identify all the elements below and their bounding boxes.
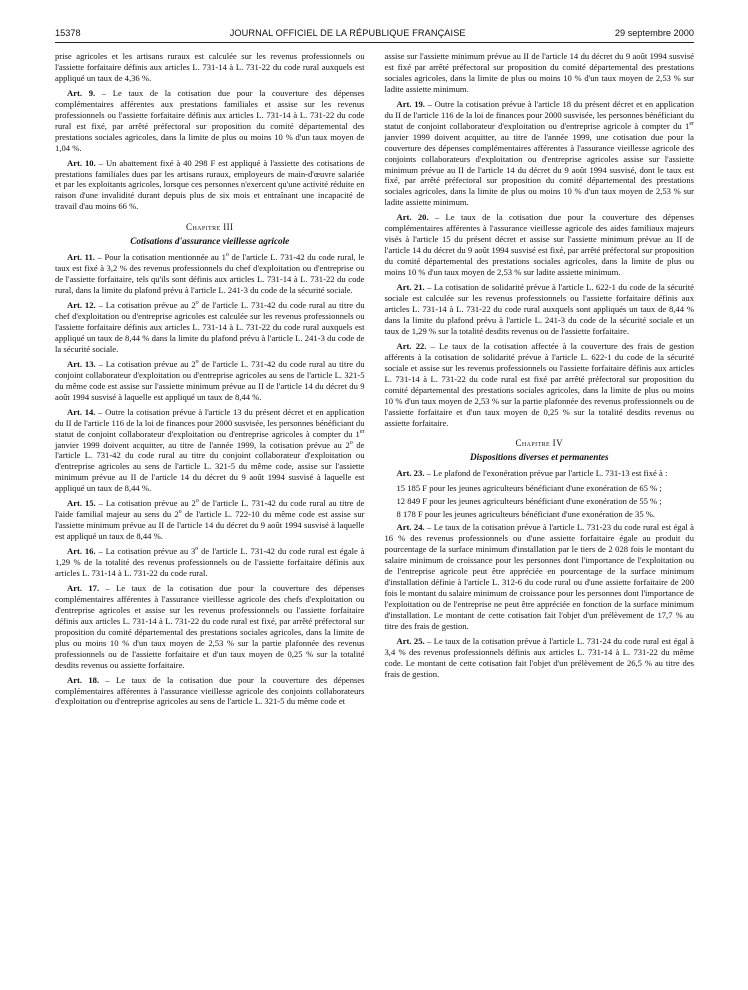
article-label: Art. 10.	[67, 157, 96, 168]
article-14: Art. 14. – Outre la cotisation prévue à l'article 13 du présent décret et en application du II de l'article 116 de la loi de finances pour 2000 susvisée, les personnes bénéficiant du statut de conjoint collaborateur d'exploitation ou d'entreprise agricoles à compter du 1er janvier 1999 doivent acquitter, au titre de l'année 1999, la cotisation prévue au 2$^o$ de l'article L. 731-42 du code rural au titre du conjoint collaborateur d'exploitation ou d'entreprise agricoles au sens de l'article L. 321-5 du même code, assise sur l'assiette minimum prévue au II de l'article 14 du décret du 9 août 1994 susvisé à laquelle est appliqué un taux de 8,44 %.	[55, 406, 365, 494]
paragraph: assise sur l'assiette minimum prévue au II de l'article 14 du décret du 9 août 1994 susvisé est fixé par arrêté préfectoral sur proposition du comité départemental des prestations sociales agricoles, dans la limite de plus ou moins 10 % d'un taux moyen de 2,53 % sur ladite assiette minimum.	[384, 51, 694, 94]
article-23: Art. 23. – Le plafond de l'exonération prévue par l'article L. 731-13 est fixé à :	[396, 468, 668, 479]
article-label: Art. 16.	[67, 546, 96, 557]
publication-date: 29 septembre 2000	[614, 28, 694, 38]
article-24: Art. 24. – Le taux de la cotisation prévue à l'article L. 731-23 du code rural est égal à 16 % des revenus professionnels ou d'une assiette forfaitaire égale au produit du pourcentage de la surface minimum d'installation par le tiers de 2 028 fois le montant du salaire minimum de croissance pour les personnes dont l'importance de l'exploitation ou de l'entreprise agricole peut être appréciée en pourcentage de la surface minimum d'installation définie à l'article L. 312-6 du code rural ou d'une assiette forfaitaire de 200 fois le montant du salaire minimum de croissance pour les personnes dont l'importance de l'exploitation ou de l'entreprise ne peut être appréciée en fonction de la surface minimum d'installation. Le montant de cette cotisation fait l'objet d'un prélèvement de 17,7 % au titre des frais de gestion.	[384, 522, 694, 631]
article-label: Art. 14.	[67, 406, 96, 417]
page-number: 15378	[55, 28, 81, 38]
article-label: Art. 20.	[396, 212, 429, 223]
article-label: Art. 25.	[396, 635, 425, 646]
paragraph: prise agricoles et les artisans ruraux est calculée sur les revenus professionnels ou l'assiette forfaitaire définis aux articles L. 731-14 à L. 731-22 du code rural auxquels est appliqué un taux de 4,36 %.	[55, 51, 365, 83]
article-label: Art. 17.	[67, 582, 100, 593]
article-16: Art. 16. – La cotisation prévue au 3$^o$ de l'article L. 731-42 du code rural est égale à 1,29 % de la totalité des revenus professionnels ou de l'assiette forfaitaire définis aux articles L. 731-14 à L. 731-22 du code rural.	[55, 546, 365, 578]
article-label: Art. 22.	[396, 340, 427, 351]
article-label: Art. 18.	[67, 674, 100, 685]
article-label: Art. 12.	[67, 300, 96, 311]
article-label: Art. 21.	[396, 282, 425, 293]
right-column	[385, 51, 695, 711]
article-label: Art. 9.	[67, 87, 96, 98]
list-item: 8 178 F pour les jeunes agriculteurs bénéficiant d'une exonération de 35 %.	[396, 509, 656, 520]
article-label: Art. 15.	[67, 498, 96, 509]
article-21: Art. 21. – La cotisation de solidarité prévue à l'article L. 622-1 du code de la sécurité sociale est calculée sur les revenus professionnels ou l'assiette forfaitaire définis aux articles L. 731-14 à L. 731-22 du code rural auxquels sont appliqués un taux de 8,44 % dans la limite du plafond prévu à l'article L. 241-3 du code de la sécurité sociale et un taux de 1,29 % sur la totalité desdits revenus ou de l'assiette forfaitaire.	[384, 282, 694, 336]
article-22: Art. 22. – Le taux de la cotisation affectée à la couverture des frais de gestion afférents à la cotisation de solidarité prévue à l'article L. 622-1 du code de la sécurité sociale et assise sur les revenus professionnels ou l'assiette forfaitaire définis aux articles L. 731-14 à L. 731-22 du code rural est fixé par arrêté préfectoral sur proposition du comité départemental des prestations sociales agricoles, dans la limite de plus ou moins 10 % d'un taux moyen de 2,53 % sur la partie plafonnée des revenus professionnels ou de l'assiette forfaitaire et d'un taux moyen de 0,25 % sur la totalité desdits revenus ou assiette forfaitaire.	[384, 340, 694, 428]
chapter-heading: Chapitre III	[186, 222, 234, 233]
article-20: Art. 20. – Le taux de la cotisation due pour la couverture des dépenses complémentaires afférentes à l'assurance vieillesse agricole des aides familiaux majeurs visés à l'article 15 du présent décret et assise sur l'assiette minimum prévue au II de l'article 14 du décret du 9 août 1994 susvisé est fixé, par arrêté préfectoral sur proposition du comité départemental des prestations sociales agricoles, dans la limite de plus ou moins 10 % d'un taux moyen de 2,53 % sur ladite assiette minimum.	[384, 212, 695, 278]
page-header	[55, 28, 694, 43]
article-label: Art. 19.	[396, 98, 425, 109]
article-9: Art. 9. – Le taux de la cotisation due pour la couverture des dépenses complémentaires afférentes aux prestations familiales et assise sur les revenus professionnels ou l'assiette forfaitaire définis aux articles L. 731-14 à L. 731-22 du code rural est fixé, par arrêté préfectoral sur proposition du comité départemental des prestations sociales agricoles, dans la limite de plus ou moins 10 % d'un taux moyen de 1,04 %.	[55, 87, 365, 153]
article-label: Art. 11.	[67, 252, 95, 263]
article-19: Art. 19. – Outre la cotisation prévue à l'article 18 du présent décret et en application du II de l'article 116 de la loi de finances pour 2000 susvisée, les personnes bénéficiant du statut de conjoint collaborateur d'exploitation ou d'entreprise agricole à compter du 1er janvier 1999 doivent acquitter, au titre de l'année 1999, une cotisation due pour la couverture des dépenses complémentaires afférentes à l'assurance vieillesse agricole des conjoints collaborateurs d'exploitation ou d'entreprise agricoles assise sur l'assiette minimum prévue au II de l'article 14 du décret du 9 août 1994 susvisé, dont le taux est fixé, par arrêté préfectoral sur proposition du comité départemental des prestations sociales agricoles, dans la limite de plus ou moins 10 % d'un taux moyen de 2,53 % sur ladite assiette minimum.	[384, 98, 694, 208]
text-columns	[55, 51, 694, 711]
journal-title: JOURNAL OFFICIEL DE LA RÉPUBLIQUE FRANÇAISE	[229, 28, 466, 38]
article-25: Art. 25. – Le taux de la cotisation prévue à l'article L. 731-24 du code rural est égal à 3,4 % des revenus professionnels définis aux articles L. 731-14 à L. 731-22 du même code. Le montant de cette cotisation fait l'objet d'un prélèvement de 26,5 % au titre des frais de gestion.	[384, 635, 694, 679]
article-15: Art. 15. – La cotisation prévue au 2$^o$ de l'article L. 731-42 du code rural au titre de l'aide familial majeur au sens du 2$^o$ de l'article L. 722-10 du même code est assise sur l'assiette minimum prévue au II de l'article 14 du décret du 9 août 1994 susvisé à laquelle est appliqué un taux de 8,44 %.	[55, 498, 365, 542]
article-label: Art. 24.	[396, 522, 425, 533]
article-label: Art. 23.	[396, 468, 425, 479]
article-11: Art. 11. – Pour la cotisation mentionnée au 1$^o$ de l'article L. 731-42 du code rural, le taux est fixé à 3,2 % des revenus professionnels du chef d'exploitation ou d'entreprise ou de l'assiette forfaitaire, tels qu'ils sont définis aux articles L. 731-14 à L. 731-22 du code rural, dans la limite du plafond prévu à l'article L. 241-3 du code de la sécurité sociale.	[55, 252, 365, 296]
article-label: Art. 13.	[67, 358, 96, 369]
list-item: 12 849 F pour les jeunes agriculteurs bénéficiant d'une exonération de 55 % ;	[396, 496, 662, 507]
chapter-title: Cotisations d'assurance vieillesse agricole	[130, 236, 290, 247]
article-17: Art. 17. – Le taux de la cotisation due pour la couverture des dépenses complémentaires afférentes à l'assurance vieillesse agricole des chefs d'exploitation ou d'entreprise agricoles et assise sur les revenus professionnels ou l'assiette forfaitaire définis aux articles L. 731-14 à L. 731-22 du code rural est fixé, par arrêté préfectoral sur proposition du comité départemental des prestations sociales agricoles, dans la limite de plus ou moins 10 % d'un taux moyen de 2,53 % sur la partie plafonnée des revenus professionnels ou de l'assiette forfaitaire et d'un taux moyen de 0,25 % sur la totalité desdits revenus ou assiette forfaitaire.	[55, 582, 365, 670]
list-item: 15 185 F pour les jeunes agriculteurs bénéficiant d'une exonération de 65 % ;	[396, 483, 662, 494]
article-12: Art. 12. – La cotisation prévue au 2$^o$ de l'article L. 731-42 du code rural au titre du chef d'exploitation ou d'entreprise agricoles est calculée sur les revenus professionnels ou l'assiette forfaitaire définis aux articles L. 731-14 à L. 731-22 du code rural auxquels est appliqué un taux de 8,44 % dans la limite du plafond prévu à l'article L. 241-3 du code de la sécurité sociale.	[55, 300, 365, 354]
left-column	[55, 51, 365, 711]
article-10: Art. 10. – Un abattement fixé à 40 298 F est appliqué à l'assiette des cotisations de prestations familiales dues par les artisans ruraux, employeurs de main-d'œuvre salariée et par les exploitants agricoles, lorsque ces personnes n'exercent qu'une activité réduite en raison d'une invalidité durant depuis plus de six mois et entraînant une incapacité de travail d'au moins 66 %.	[55, 157, 365, 212]
chapter-title: Dispositions diverses et permanentes	[469, 452, 609, 463]
chapter-heading: Chapitre IV	[515, 438, 563, 449]
article-13: Art. 13. – La cotisation prévue au 2$^o$ de l'article L. 731-42 du code rural au titre du conjoint collaborateur d'exploitation ou d'entreprise agricoles au sens de l'article L. 321-5 du même code est assise sur l'assiette minimum prévue au II de l'article 14 du décret du 9 août 1994 susvisé à laquelle est appliqué un taux de 8,44 %.	[55, 358, 365, 402]
article-18: Art. 18. – Le taux de la cotisation due pour la couverture des dépenses complémentaires afférentes à l'assurance vieillesse agricole des conjoints collaborateurs d'exploitation ou d'entreprise agricoles au sens de l'article L. 321-5 du même code et	[55, 674, 365, 707]
